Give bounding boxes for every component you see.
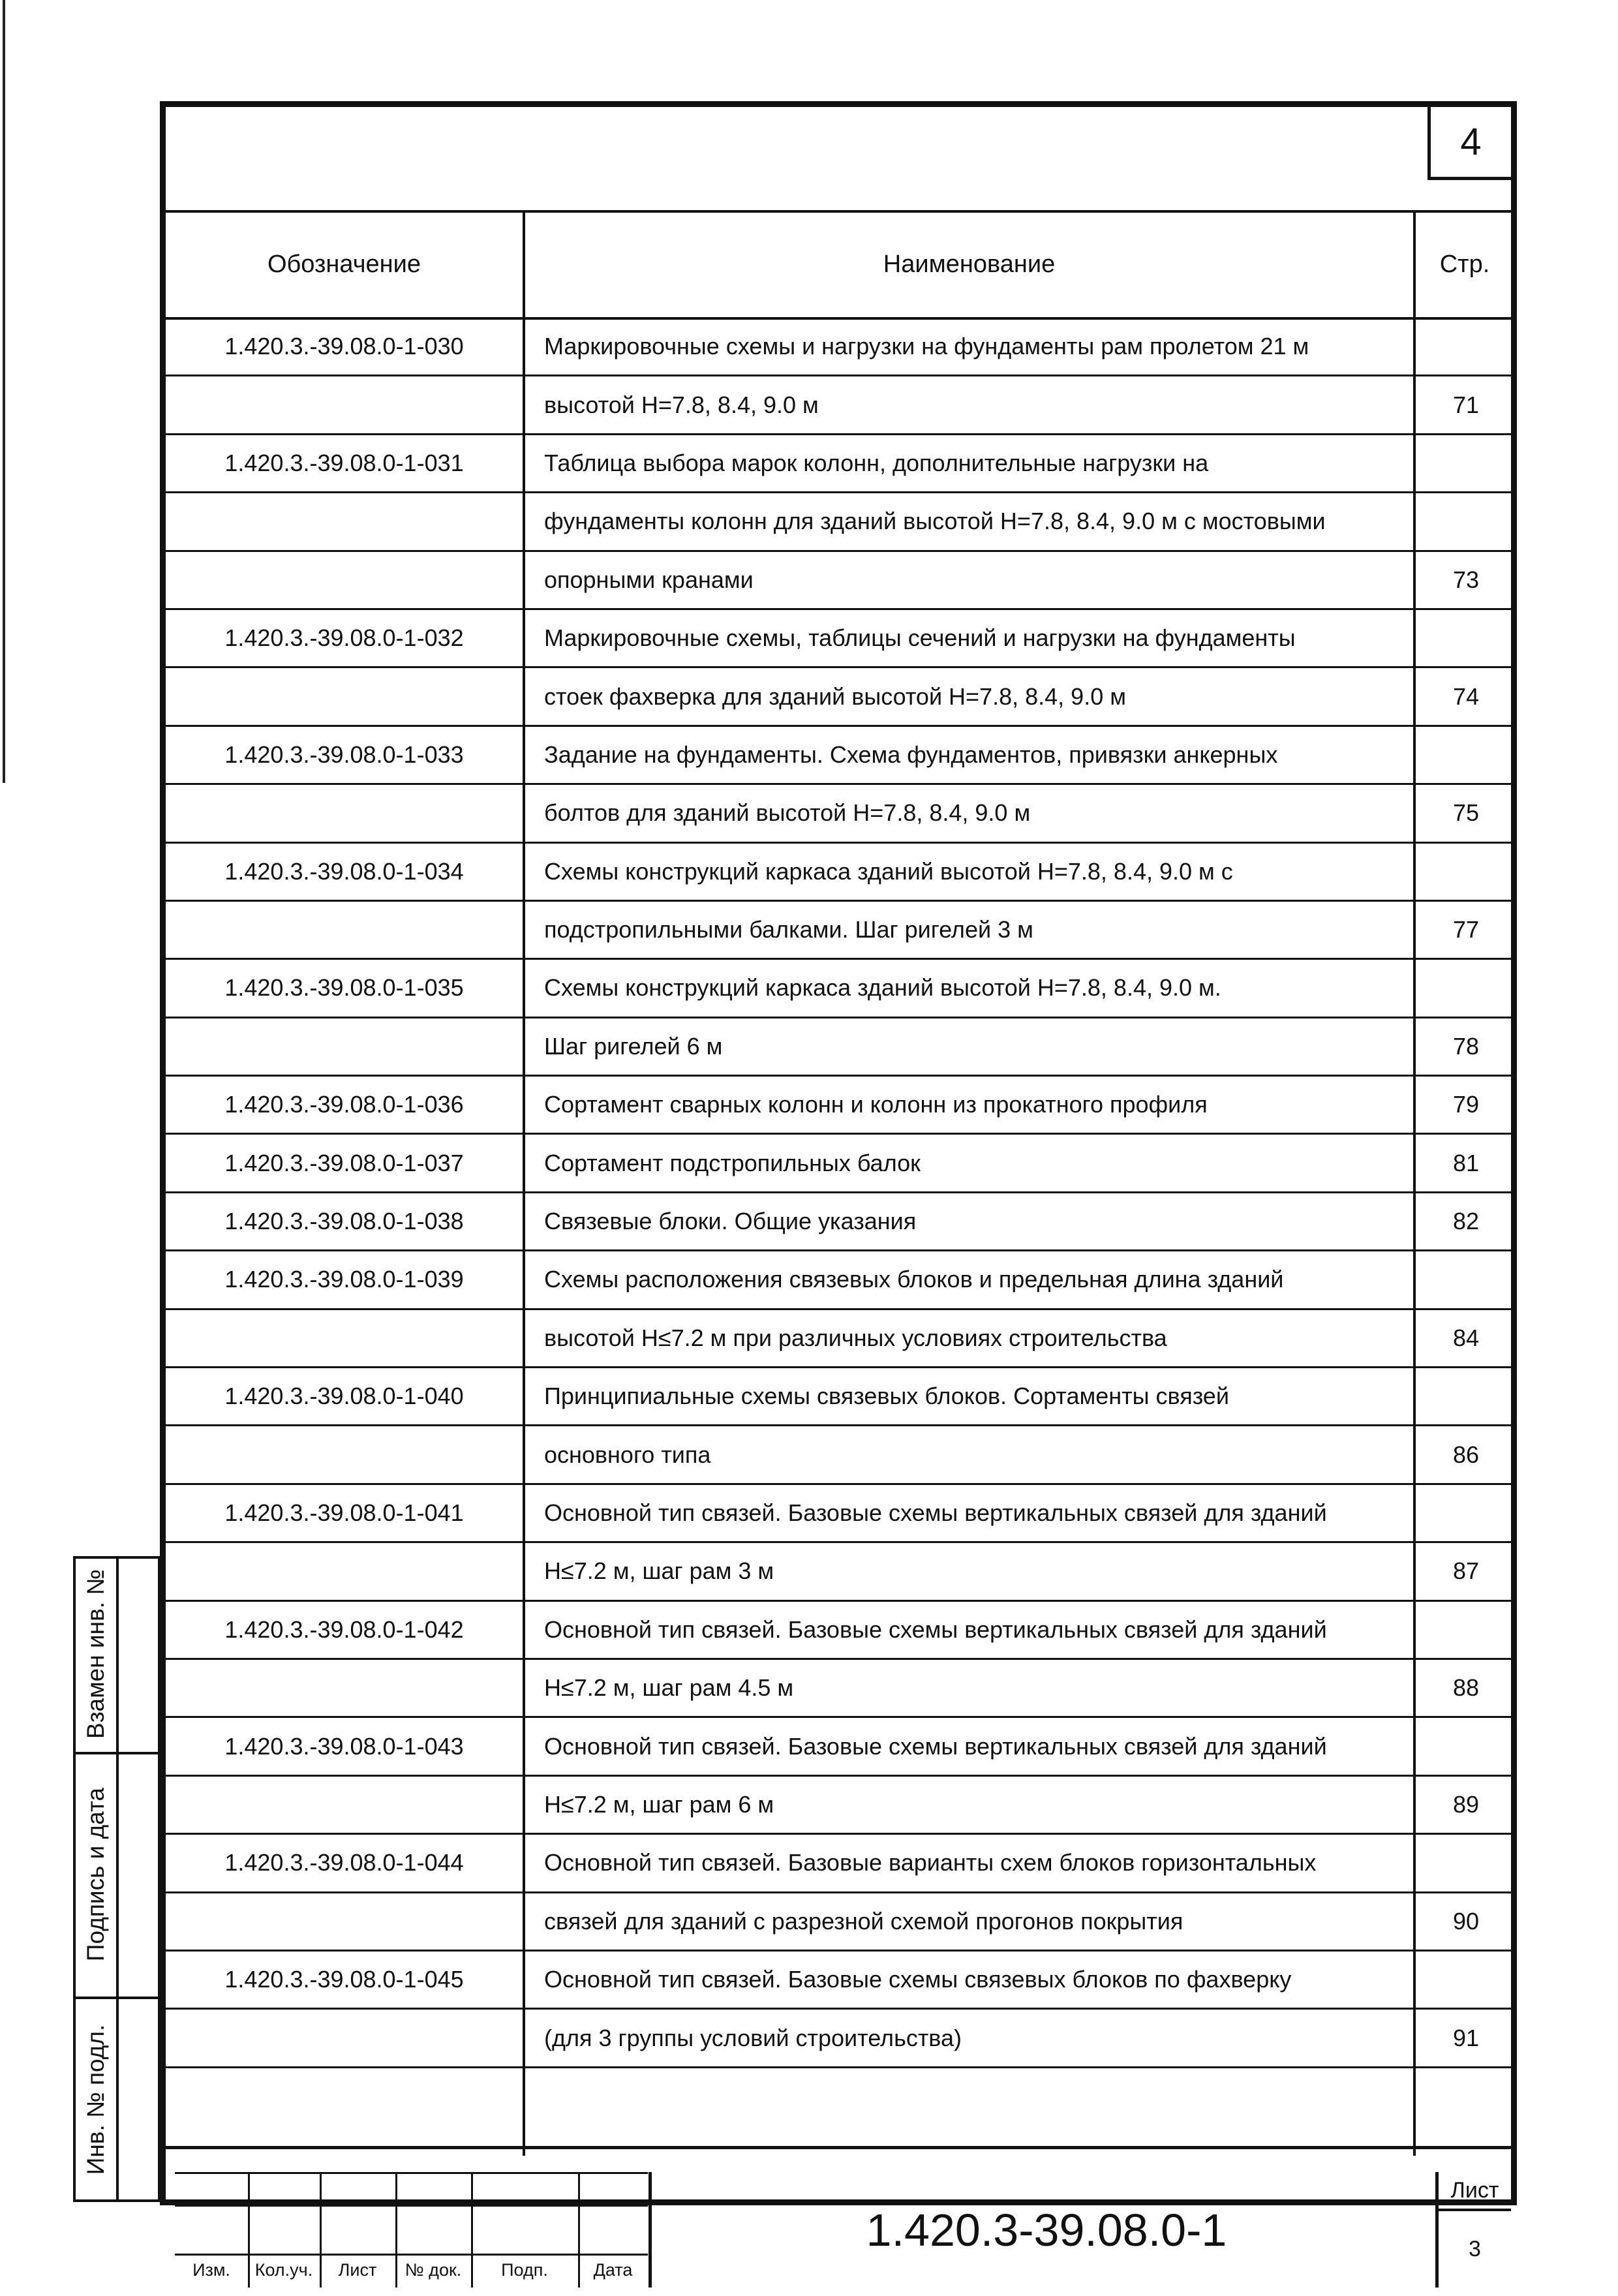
table-row	[166, 1543, 1511, 1601]
side-inv-original: Инв. № подл.	[82, 2024, 110, 2175]
row-code: 1.420.3.-39.08.0-1-030	[224, 333, 464, 360]
row-code	[166, 1777, 523, 1833]
row-name: Н≤7.2 м, шаг рам 6 м	[544, 1790, 774, 1818]
row-page	[1417, 727, 1515, 783]
row-page: 91	[1452, 2024, 1480, 2051]
row-page	[1417, 1718, 1515, 1774]
table-row	[166, 668, 1511, 726]
row-name: Н≤7.2 м, шаг рам 3 м	[544, 1557, 774, 1585]
row-name: стоек фахверка для зданий высотой Н=7.8, 8.4, 9.0 м	[544, 682, 1126, 710]
table-row	[166, 1660, 1511, 1718]
row-name: Принципиальные схемы связевых блоков. Сортаменты связей	[544, 1383, 1229, 1410]
row-name: Маркировочные схемы, таблицы сечений и нагрузки на фундаменты	[544, 624, 1296, 652]
row-code: 1.420.3.-39.08.0-1-031	[224, 449, 464, 476]
header-code: Обозначение	[267, 250, 421, 278]
table-row	[166, 727, 1511, 785]
row-code	[166, 2010, 523, 2066]
row-page: 75	[1452, 799, 1480, 827]
row-page	[1417, 844, 1515, 900]
row-page	[1417, 435, 1515, 491]
row-page: 90	[1452, 1907, 1480, 1935]
table-row	[166, 1777, 1511, 1835]
row-code	[166, 1660, 523, 1716]
table-row	[166, 318, 1511, 376]
table-row	[166, 1368, 1511, 1426]
sheet-number: 3	[1469, 2237, 1481, 2261]
table-row	[166, 435, 1511, 493]
title-label-date: Дата	[593, 2260, 633, 2280]
row-name: Задание на фундаменты. Схема фундаментов, привязки анкерных	[544, 741, 1278, 768]
document-code: 1.420.3-39.08.0-1	[649, 2172, 1441, 2288]
row-name: Шаг ригелей 6 м	[544, 1032, 723, 1060]
row-page	[1417, 1835, 1515, 1891]
row-code: 1.420.3.-39.08.0-1-035	[224, 974, 464, 1002]
table-row	[166, 1077, 1511, 1135]
side-replaced-inv: Взамен инв. №	[82, 1569, 109, 1739]
side-stamp	[73, 1556, 160, 2202]
table-row	[166, 1835, 1511, 1893]
row-name: Основной тип связей. Базовые схемы вертикальных связей для зданий	[544, 1615, 1327, 1643]
header-name: Наименование	[883, 250, 1056, 278]
row-code	[166, 902, 523, 958]
row-code	[166, 1426, 523, 1482]
row-page	[1417, 1602, 1515, 1658]
row-page: 74	[1452, 682, 1480, 710]
row-page: 81	[1452, 1149, 1480, 1176]
row-name: опорными кранами	[544, 566, 754, 593]
table-row	[166, 1893, 1511, 1952]
row-code	[166, 493, 523, 549]
row-name: Основной тип связей. Базовые схемы вертикальных связей для зданий	[544, 1499, 1327, 1526]
row-name: основного типа	[544, 1441, 711, 1468]
table-row	[166, 1718, 1511, 1776]
row-name: высотой Н=7.8, 8.4, 9.0 м	[544, 391, 819, 418]
row-name: Сортамент сварных колонн и колонн из прокатного профиля	[544, 1091, 1208, 1118]
title-label-signature: Подп.	[501, 2260, 548, 2280]
row-page	[1417, 1368, 1515, 1424]
row-name: Сортамент подстропильных балок	[544, 1149, 921, 1176]
row-code	[166, 1310, 523, 1366]
row-page	[1417, 1251, 1515, 1308]
row-name: Схемы расположения связевых блоков и предельная длина зданий	[544, 1266, 1284, 1293]
table-row	[166, 1251, 1511, 1309]
title-label-change: Изм.	[192, 2260, 230, 2280]
row-page	[1417, 960, 1515, 1016]
sheet-label: Лист	[1439, 2172, 1511, 2211]
row-name: Основной тип связей. Базовые схемы связевых блоков по фахверку	[544, 1966, 1292, 1993]
row-code: 1.420.3.-39.08.0-1-042	[224, 1615, 464, 1643]
title-block-rule	[175, 2205, 648, 2207]
table-row	[166, 1135, 1511, 1193]
row-name: Маркировочные схемы и нагрузки на фундаменты рам пролетом 21 м	[544, 333, 1309, 360]
row-page: 86	[1452, 1441, 1480, 1468]
row-code: 1.420.3.-39.08.0-1-043	[224, 1732, 464, 1760]
row-page: 79	[1452, 1091, 1480, 1118]
row-code: 1.420.3.-39.08.0-1-045	[224, 1966, 464, 1993]
row-name: Связевые блоки. Общие указания	[544, 1208, 917, 1235]
row-page: 78	[1452, 1032, 1480, 1060]
row-name: Основной тип связей. Базовые схемы вертикальных связей для зданий	[544, 1732, 1327, 1760]
row-code: 1.420.3.-39.08.0-1-038	[224, 1208, 464, 1235]
row-name: высотой Н≤7.2 м при различных условиях строительства	[544, 1324, 1167, 1351]
sheet-box	[1435, 2172, 1511, 2288]
row-code: 1.420.3.-39.08.0-1-044	[224, 1849, 464, 1876]
row-name: подстропильными балками. Шаг ригелей 3 м	[544, 916, 1033, 943]
table-row	[166, 1310, 1511, 1368]
row-code	[166, 668, 523, 724]
row-code: 1.420.3.-39.08.0-1-034	[224, 857, 464, 885]
row-page: 84	[1452, 1324, 1480, 1351]
table-row	[166, 1952, 1511, 2010]
title-label-sheet: Лист	[338, 2260, 377, 2280]
row-code	[166, 785, 523, 841]
row-name: Основной тип связей. Базовые варианты схем блоков горизонтальных	[544, 1849, 1317, 1876]
table-row	[166, 1018, 1511, 1077]
row-name: связей для зданий с разрезной схемой прогонов покрытия	[544, 1907, 1183, 1935]
row-page	[1417, 610, 1515, 666]
row-name: Схемы конструкций каркаса зданий высотой Н=7.8, 8.4, 9.0 м.	[544, 974, 1221, 1002]
row-page	[1417, 1485, 1515, 1541]
table-row	[166, 1602, 1511, 1660]
title-label-count: Кол.уч.	[254, 2260, 313, 2280]
title-label-doc-no: № док.	[404, 2260, 462, 2280]
row-page	[1417, 493, 1515, 549]
table-row	[166, 785, 1511, 843]
table-row	[166, 2010, 1511, 2068]
row-page: 73	[1452, 566, 1480, 593]
row-code: 1.420.3.-39.08.0-1-040	[224, 1383, 464, 1410]
row-page: 87	[1452, 1557, 1480, 1585]
header-page: Стр.	[1439, 250, 1490, 278]
table-row	[166, 493, 1511, 551]
table-row	[166, 1193, 1511, 1251]
row-name: болтов для зданий высотой Н=7.8, 8.4, 9.0 м	[544, 799, 1031, 827]
sheet-number-top: 4	[1427, 107, 1511, 180]
row-page: 89	[1452, 1790, 1480, 1818]
side-stamp-value-column	[119, 1556, 160, 2202]
row-page: 77	[1452, 916, 1480, 943]
row-code: 1.420.3.-39.08.0-1-036	[224, 1091, 464, 1118]
title-block-rule	[175, 2172, 648, 2174]
row-code: 1.420.3.-39.08.0-1-037	[224, 1149, 464, 1176]
table-row	[166, 376, 1511, 435]
row-name: (для 3 группы условий строительства)	[544, 2024, 962, 2051]
table-row	[166, 844, 1511, 902]
drawing-frame	[160, 101, 1517, 2280]
contents-table	[166, 318, 1511, 2068]
row-page	[1417, 318, 1515, 375]
table-row	[166, 902, 1511, 960]
row-code	[166, 1543, 523, 1599]
row-code	[166, 1893, 523, 1950]
row-code: 1.420.3.-39.08.0-1-033	[224, 741, 464, 768]
row-name: фундаменты колонн для зданий высотой Н=7.8, 8.4, 9.0 м с мостовыми	[544, 508, 1326, 535]
side-signature-date: Подпись и дата	[82, 1787, 109, 1961]
row-page: 82	[1452, 1208, 1480, 1235]
row-code	[166, 552, 523, 608]
row-code: 1.420.3.-39.08.0-1-032	[224, 624, 464, 652]
table-row	[166, 960, 1511, 1018]
row-code: 1.420.3.-39.08.0-1-041	[224, 1499, 464, 1526]
table-row	[166, 1485, 1511, 1543]
title-block-rule	[175, 2254, 648, 2256]
row-name: Таблица выбора марок колонн, дополнительные нагрузки на	[544, 449, 1209, 476]
table-row	[166, 552, 1511, 610]
margin-line	[3, 0, 5, 783]
row-page: 71	[1452, 391, 1480, 418]
row-code	[166, 376, 523, 433]
table-row	[166, 1426, 1511, 1484]
row-code: 1.420.3.-39.08.0-1-039	[224, 1266, 464, 1293]
table-row	[166, 610, 1511, 668]
row-code	[166, 1018, 523, 1075]
row-page: 88	[1452, 1674, 1480, 1702]
row-name: Схемы конструкций каркаса зданий высотой Н=7.8, 8.4, 9.0 м с	[544, 857, 1233, 885]
row-page	[1417, 1952, 1515, 2008]
row-name: Н≤7.2 м, шаг рам 4.5 м	[544, 1674, 794, 1702]
title-block-top-rule	[166, 2146, 1511, 2149]
